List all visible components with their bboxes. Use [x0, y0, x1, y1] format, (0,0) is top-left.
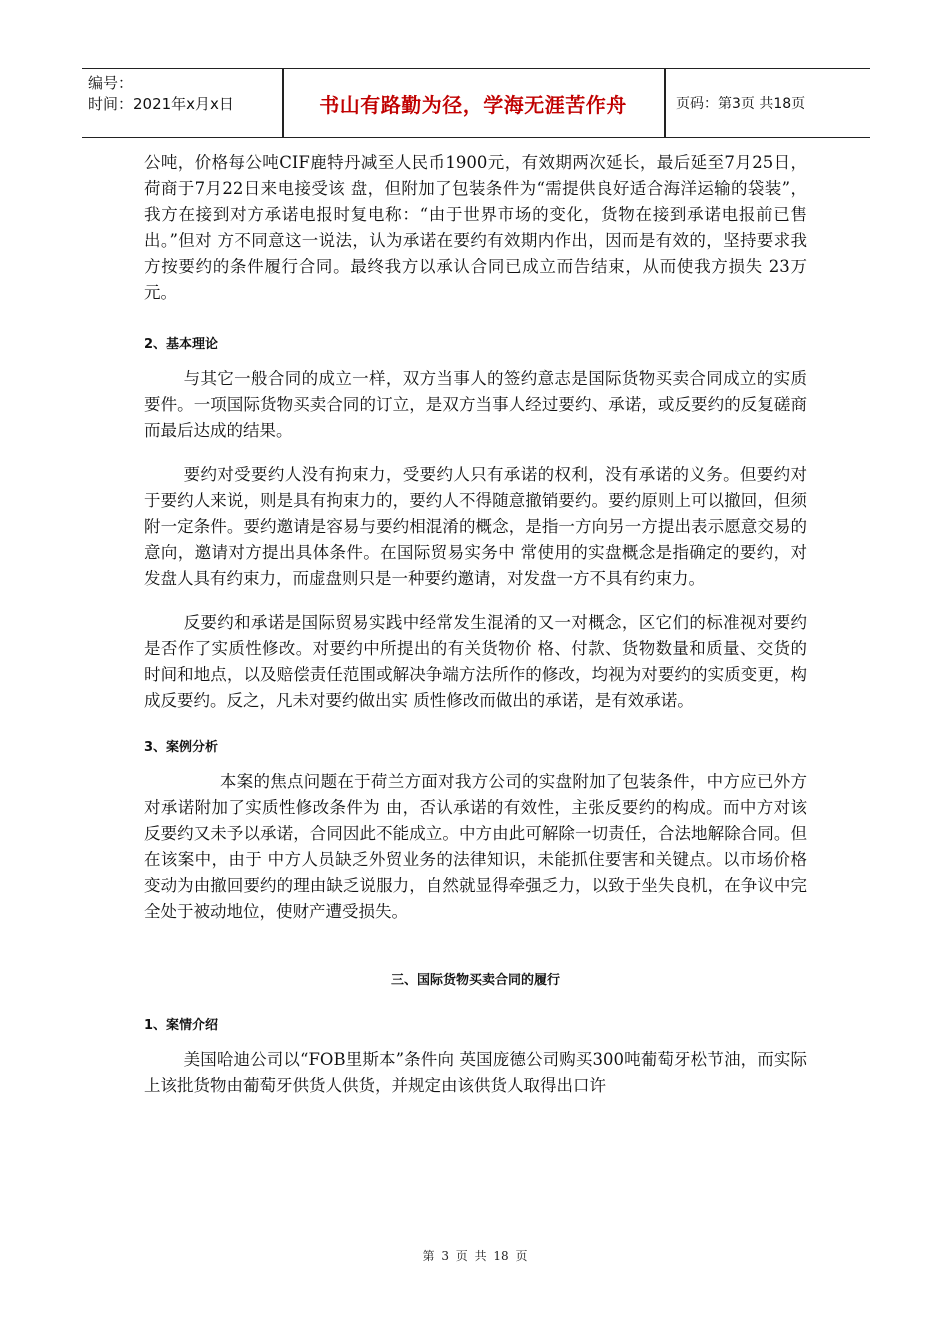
header-motto: 书山有路勤为径，学海无涯苦作舟 — [319, 92, 627, 117]
page-footer: 第 3 页 共 18 页 — [422, 1249, 528, 1263]
header-page-info: 页码：第3页 共18页 — [676, 96, 806, 112]
document-number-label: 编号： — [88, 74, 134, 92]
paragraph-case-intro-continued: 公吨，价格每公吨CIF鹿特丹减至人民币1900元，有效期两次延长，最后延至7月25日，荷商于7月22日来电接受该 盘，但附加了包装条件为“需提供良好适合海洋运输的袋装”，我方在接到对方承诺电报时复电称：“由于世界市场的变化，货物在接到承诺电报前已售出。”但对 方不同意这一说法，认为承诺在要约有效期内作出，因而是有效的，坚持要求我方按要约的条件履行合同。最终我方以承认合同已成立而告结束，从而使我方损失 23万元。 — [144, 153, 807, 302]
document-header — [82, 68, 870, 138]
heading-case-intro: 1、案情介绍 — [144, 1018, 219, 1033]
section-title: 三、国际货物买卖合同的履行 — [390, 973, 560, 988]
heading-case-analysis: 3、案例分析 — [144, 740, 219, 755]
paragraph-theory-1: 与其它一般合同的成立一样，双方当事人的签约意志是国际货物买卖合同成立的实质要件。一项国际货物买卖合同的订立，是双方当事人经过要约、承诺，或反要约的反复磋商而最后达成的结果。 — [144, 369, 807, 440]
paragraph-theory-2: 要约对受要约人没有拘束力，受要约人只有承诺的权利，没有承诺的义务。但要约对于要约人来说，则是具有拘束力的，要约人不得随意撤销要约。要约原则上可以撤回，但须附一定条件。要约邀请是容易与要约相混淆的概念，是指一方向另一方提出表示愿意交易的意向，邀请对方提出具体条件。在国际贸易实务中 常使用的实盘概念是指确定的要约，对发盘人具有约束力，而虚盘则只是一种要约邀请，对发盘一方不具有约束力。 — [144, 465, 807, 588]
document-time-label: 时间：2021年x月x日 — [88, 95, 234, 113]
heading-basic-theory: 2、基本理论 — [144, 337, 219, 352]
paragraph-theory-3: 反要约和承诺是国际贸易实践中经常发生混淆的又一对概念，区它们的标准视对要约是否作了实质性修改。对要约中所提出的有关货物价 格、付款、货物数量和质量、交货的时间和地点，以及赔偿责任范围或解决争端方法所作的修改，均视为对要约的实质变更，构成反要约。反之，凡未对要约做出实 质性修改而做出的承诺，是有效承诺。 — [144, 613, 807, 710]
paragraph-case-intro: 美国哈迪公司以“FOB里斯本”条件向 英国庞德公司购买300吨葡萄牙松节油，而实际上该批货物由葡萄牙供货人供货，并规定由该供货人取得出口许 — [144, 1050, 807, 1095]
paragraph-case-analysis: 本案的焦点问题在于荷兰方面对我方公司的实盘附加了包装条件，中方应已外方对承诺附加了实质性修改条件为 由，否认承诺的有效性，主张反要约的构成。而中方对该反要约又未予以承诺，合同因此不能成立。中方由此可解除一切责任，合法地解除合同。但在该案中，由于 中方人员缺乏外贸业务的法律知识，未能抓住要害和关键点。以市场价格变动为由撤回要约的理由缺乏说服力，自然就显得牵强乏力，以致于坐失良机，在争议中完 全处于被动地位，使财产遭受损失。 — [144, 772, 807, 921]
document-body — [144, 150, 807, 1099]
header-meta — [88, 73, 234, 115]
